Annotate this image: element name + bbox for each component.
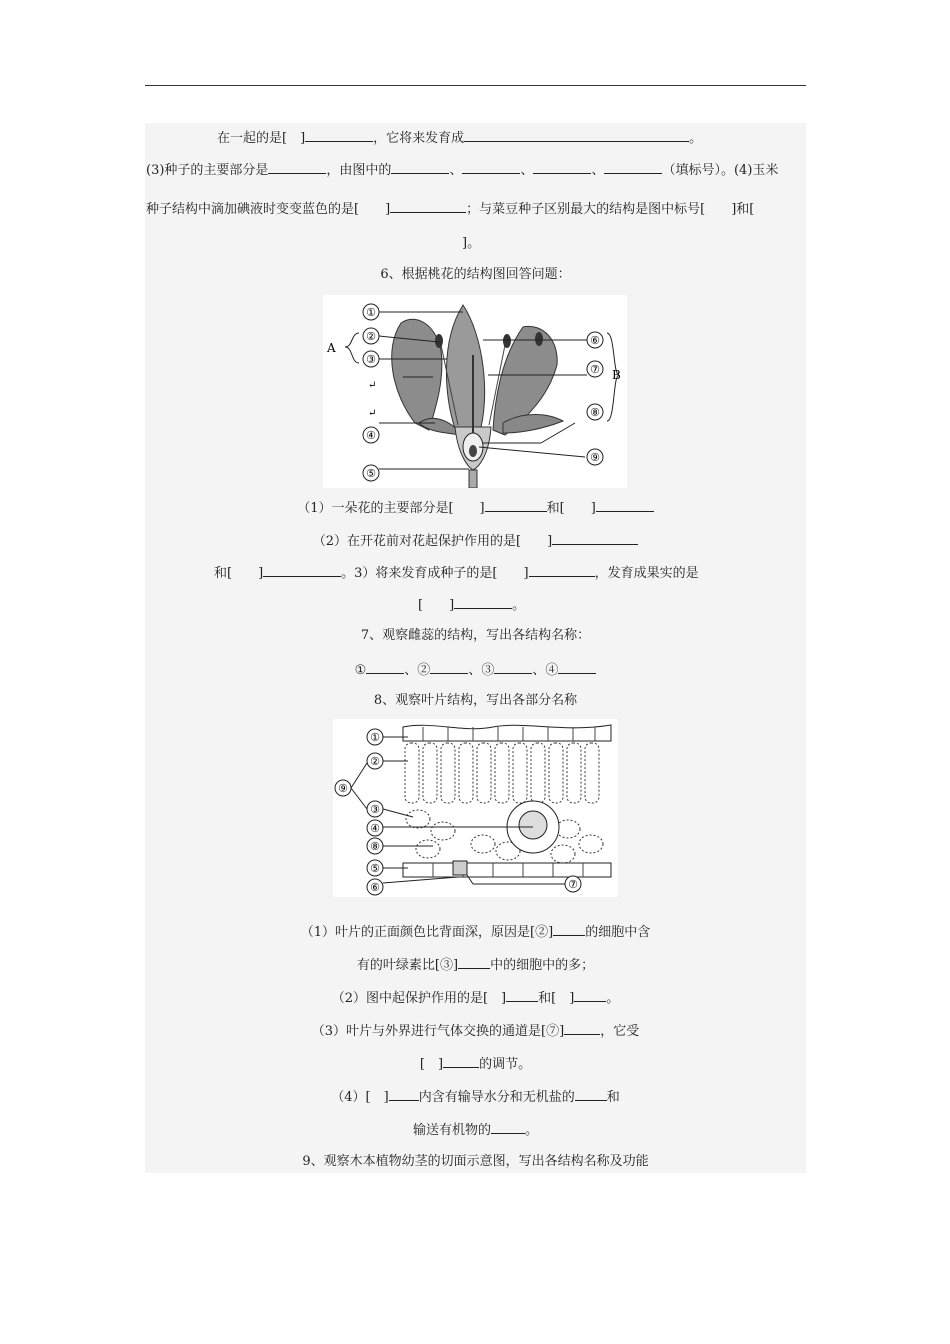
answer-blank[interactable] [464, 128, 689, 142]
q5-text: 、 [520, 163, 534, 178]
label-3: ③ [370, 803, 380, 816]
q6-part-2 [145, 531, 806, 551]
q6-title: 6、根据桃花的结构图回答问题： [380, 267, 571, 282]
q7-items [145, 660, 806, 680]
q5-line-2 [146, 160, 778, 180]
answer-blank[interactable] [485, 498, 547, 512]
q8-text: 有的叶绿素比[③] [356, 958, 459, 973]
q6-text: （2）在开花前对花起保护作用的是[ ] [312, 534, 553, 549]
q8-text: 输送有机物的 [412, 1123, 491, 1138]
answer-blank[interactable] [263, 563, 341, 577]
q8-text: （3）叶片与外界进行气体交换的通道是[⑦] [311, 1024, 565, 1039]
answer-blank[interactable] [596, 498, 654, 512]
ovule [469, 445, 477, 457]
q6-text: 和[ ] [546, 501, 596, 516]
leader-line [351, 788, 367, 809]
q8-text: ，它受 [600, 1024, 640, 1039]
q8-text: 和[ ] [538, 991, 575, 1006]
q8-text: [ ] [419, 1057, 444, 1072]
answer-blank[interactable] [575, 1087, 607, 1101]
stoma [453, 861, 467, 875]
q6-text: 。 [512, 598, 526, 613]
q8-title: 8、观察叶片结构，写出各部分名称 [373, 693, 578, 708]
q9-title: 9、观察木本植物幼茎的切面示意图，写出各结构名称及功能 [302, 1154, 649, 1169]
answer-blank[interactable] [458, 955, 490, 969]
label-7: ⑦ [568, 878, 578, 891]
q6-text: 和[ ] [214, 566, 264, 581]
q7-text: ① [354, 663, 367, 678]
answer-blank[interactable] [389, 1087, 419, 1101]
q6-text: [ ] [418, 598, 455, 613]
q5-text: 、 [449, 163, 463, 178]
header-rule [145, 85, 806, 86]
q8-sub-4 [145, 1021, 806, 1041]
label-1: ① [370, 731, 380, 744]
q5-line-4: ]。 [462, 236, 481, 251]
answer-blank[interactable] [390, 199, 466, 213]
q8-text: 。 [525, 1123, 539, 1138]
answer-blank[interactable] [506, 988, 538, 1002]
q6-part-3 [214, 563, 699, 583]
leader-line [351, 763, 367, 788]
q5-text: （填标号）。(4)玉米 [662, 163, 779, 178]
pilcrow-mark: ↵ [368, 408, 377, 419]
answer-blank[interactable] [494, 660, 532, 674]
q8-sub-5 [145, 1054, 806, 1074]
lower-epidermis [403, 863, 611, 877]
q5-text: 种子结构中滴加碘液时变变蓝色的是[ ] [146, 202, 391, 217]
answer-blank[interactable] [268, 160, 326, 174]
label-2: ② [370, 755, 380, 768]
label-4: ④ [370, 822, 380, 835]
q8-text: 的细胞中含 [585, 925, 651, 940]
label-5: ⑤ [366, 467, 376, 480]
q8-text: 内含有输导水分和无机盐的 [418, 1090, 575, 1105]
label-4: ④ [366, 429, 376, 442]
leaf-cross-section-diagram [333, 719, 618, 897]
label-8: ⑧ [370, 840, 380, 853]
petal-left [392, 319, 442, 430]
answer-blank[interactable] [391, 160, 449, 174]
q8-sub-2 [145, 955, 806, 975]
q8-text: 和 [606, 1090, 620, 1105]
answer-blank[interactable] [366, 660, 404, 674]
q6-part-1 [145, 498, 806, 518]
q5-text: 在一起的是[ ] [217, 131, 306, 146]
answer-blank[interactable] [558, 660, 596, 674]
q8-text: （4）[ ] [331, 1090, 389, 1105]
q8-sub-7 [145, 1120, 806, 1140]
answer-blank[interactable] [462, 160, 520, 174]
answer-blank[interactable] [564, 1021, 600, 1035]
q7-text: 、② [404, 663, 431, 678]
q8-text: 。 [606, 991, 620, 1006]
answer-blank[interactable] [491, 1120, 525, 1134]
leader-line [383, 809, 413, 817]
answer-blank[interactable] [454, 595, 512, 609]
q5-line-3 [146, 199, 754, 219]
q7-text: 、④ [532, 663, 559, 678]
q8-text: （1）叶片的正面颜色比背面深，原因是[②] [300, 925, 554, 940]
answer-blank[interactable] [552, 531, 638, 545]
q8-sub-1 [145, 922, 806, 942]
leader-line [479, 447, 585, 457]
q5-line-1 [217, 128, 702, 148]
leader-line [383, 877, 458, 883]
label-6: ⑥ [590, 334, 600, 347]
label-3: ③ [366, 353, 376, 366]
answer-blank[interactable] [604, 160, 662, 174]
answer-blank[interactable] [443, 1054, 479, 1068]
answer-blank[interactable] [533, 160, 591, 174]
brace-A [345, 333, 359, 363]
answer-blank[interactable] [305, 128, 373, 142]
upper-epidermis [403, 725, 611, 741]
q5-text: ；与菜豆种子区别最大的结构是图中标号[ ]和[ [466, 202, 755, 217]
q8-sub-6 [145, 1087, 806, 1107]
q6-text: 。3）将来发育成种子的是[ ] [341, 566, 529, 581]
q5-text: 。 [689, 131, 703, 146]
answer-blank[interactable] [430, 660, 468, 674]
anther [503, 334, 511, 348]
label-8: ⑧ [590, 406, 600, 419]
anther [435, 334, 443, 348]
q5-text: ，由图中的 [326, 163, 392, 178]
pilcrow-mark: ↵ [368, 380, 377, 391]
spongy-layer [406, 810, 603, 863]
q6-text: （1）一朵花的主要部分是[ ] [297, 501, 485, 516]
label-1: ① [366, 306, 376, 319]
q8-text: 中的细胞中的多； [490, 958, 595, 973]
label-5: ⑤ [370, 862, 380, 875]
petal-center [446, 305, 484, 435]
anther [535, 332, 543, 346]
q8-text: 的调节。 [479, 1057, 532, 1072]
q8-sub-3 [145, 988, 806, 1008]
pedicel [469, 470, 477, 488]
label-B: B [612, 368, 621, 382]
peach-flower-diagram [323, 295, 627, 488]
palisade-layer [405, 743, 599, 803]
answer-blank[interactable] [574, 988, 606, 1002]
q5-text: (3)种子的主要部分是 [146, 163, 269, 178]
label-6: ⑥ [370, 881, 380, 894]
label-2: ② [366, 330, 376, 343]
q6-part-4 [418, 595, 525, 615]
q5-text: 、 [591, 163, 605, 178]
q7-title: 7、观察雌蕊的结构，写出各结构名称： [360, 628, 591, 643]
label-9: ⑨ [590, 451, 600, 464]
vein-core [519, 811, 547, 839]
q8-text: （2）图中起保护作用的是[ ] [331, 991, 507, 1006]
q6-text: ，发育成果实的是 [594, 566, 699, 581]
q5-text: ，它将来发育成 [373, 131, 465, 146]
label-A: A [327, 341, 336, 355]
label-7: ⑦ [590, 363, 600, 376]
answer-blank[interactable] [553, 922, 585, 936]
q7-text: 、③ [468, 663, 495, 678]
answer-blank[interactable] [529, 563, 595, 577]
label-9: ⑨ [338, 782, 348, 795]
